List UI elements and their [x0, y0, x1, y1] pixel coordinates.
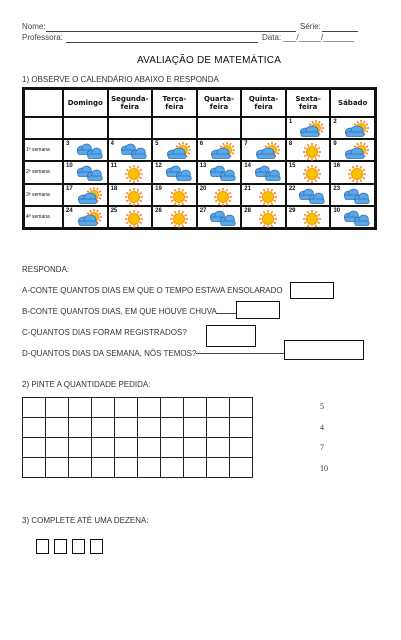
paint-grid-cell[interactable] — [23, 418, 46, 438]
answer-b-line — [216, 313, 236, 314]
calendar-day-cell — [287, 185, 330, 205]
paint-grid-cell[interactable] — [230, 418, 253, 438]
calendar-day-cell — [64, 207, 107, 227]
calendar-day-cell — [109, 140, 152, 160]
calendar-day-number: 22 — [288, 185, 296, 192]
calendar-day-cell — [331, 140, 374, 160]
paint-grid-cell[interactable] — [92, 398, 115, 418]
question-c: C-QUANTOS DIAS FORAM REGISTRADOS? — [22, 328, 187, 337]
paint-grid-cell[interactable] — [161, 398, 184, 418]
calendar-day-number: 17 — [66, 185, 73, 192]
paint-grid-row — [23, 398, 253, 418]
paint-grid-cell[interactable] — [230, 438, 253, 458]
calendar-day-cell — [198, 140, 241, 160]
calendar-day-number: 21 — [244, 185, 251, 192]
calendar-day-number: 15 — [288, 163, 296, 170]
calendar-day-number: 29 — [288, 207, 296, 214]
paint-grid-cell[interactable] — [115, 398, 138, 418]
sun-icon — [253, 209, 283, 229]
sun-icon — [297, 142, 327, 162]
calendar-day-cell — [198, 207, 241, 227]
serie-field[interactable] — [322, 31, 358, 32]
calendar-day-cell — [153, 185, 196, 205]
data-label: Data: — [262, 33, 282, 42]
calendar-day-cell — [242, 185, 285, 205]
paint-grid-cell[interactable] — [138, 398, 161, 418]
calendar-day-header: Sexta-feira — [287, 90, 330, 116]
calendar-day-number: 23 — [333, 185, 341, 192]
responda-label: RESPONDA: — [22, 265, 70, 274]
professora-field[interactable] — [66, 42, 258, 43]
paint-grid-cell[interactable] — [69, 398, 92, 418]
sun-icon — [164, 209, 194, 229]
answer-b-box[interactable] — [236, 301, 280, 319]
paint-grid-cell[interactable] — [69, 458, 92, 478]
cloudy-icon — [208, 209, 238, 229]
partly-sunny-icon — [208, 142, 238, 162]
calendar-day-cell — [242, 162, 285, 182]
calendar-day-number: 7 — [244, 141, 248, 148]
calendar-day-cell — [64, 162, 107, 182]
calendar-day-number: 30 — [333, 207, 341, 214]
partly-sunny-icon — [75, 209, 105, 229]
calendar-day-cell — [109, 185, 152, 205]
paint-grid-cell[interactable] — [207, 398, 230, 418]
calendar-day-cell — [242, 207, 285, 227]
calendar-day-cell — [198, 185, 241, 205]
calendar-day-cell — [198, 162, 241, 182]
paint-grid-cell[interactable] — [46, 458, 69, 478]
calendar-day-number: 19 — [155, 185, 162, 192]
calendar-day-header: Segunda-feira — [109, 90, 152, 116]
calendar-day-cell — [153, 162, 196, 182]
calendar-day-number: 9 — [333, 141, 337, 148]
calendar-grid — [25, 90, 374, 227]
calendar-day-cell — [153, 207, 196, 227]
serie-label: Série: — [300, 22, 321, 31]
calendar-day-cell — [287, 140, 330, 160]
calendar-day-header: Sábado — [331, 90, 374, 116]
paint-grid-cell[interactable] — [92, 438, 115, 458]
calendar-day-cell — [242, 118, 285, 138]
paint-grid-cell[interactable] — [115, 458, 138, 478]
nome-field[interactable] — [46, 31, 296, 32]
paint-grid — [22, 397, 253, 478]
partly-sunny-icon — [75, 187, 105, 207]
calendar-week-label — [25, 118, 62, 138]
paint-grid-row — [23, 458, 253, 478]
paint-grid-cell[interactable] — [46, 398, 69, 418]
cloudy-icon — [119, 142, 149, 162]
cloudy-icon — [342, 187, 372, 207]
calendar-day-number: 11 — [110, 163, 117, 170]
calendar-day-cell — [287, 207, 330, 227]
sun-icon — [297, 164, 327, 184]
dezena-box-1[interactable] — [36, 539, 49, 554]
page-title: AVALIAÇÃO DE MATEMÁTICA — [137, 55, 282, 66]
calendar-day-cell — [153, 118, 196, 138]
paint-grid-cell[interactable] — [230, 398, 253, 418]
paint-grid-row — [23, 418, 253, 438]
calendar-day-cell — [64, 140, 107, 160]
paint-grid-cell[interactable] — [138, 458, 161, 478]
paint-grid-cell[interactable] — [69, 438, 92, 458]
calendar-day-number: 14 — [244, 163, 251, 170]
paint-grid-cell[interactable] — [69, 418, 92, 438]
answer-c-box[interactable] — [206, 325, 256, 347]
answer-a-box[interactable] — [290, 282, 334, 299]
cloudy-icon — [342, 209, 372, 229]
quantity-5: 5 — [320, 402, 324, 411]
paint-grid-cell[interactable] — [184, 438, 207, 458]
calendar-day-number: 28 — [244, 207, 251, 214]
calendar-day-cell — [331, 118, 374, 138]
calendar-day-number: 1 — [288, 119, 293, 125]
paint-grid-cell[interactable] — [161, 418, 184, 438]
paint-grid-cell[interactable] — [207, 418, 230, 438]
q2-prompt: 2) PINTE A QUANTIDADE PEDIDA: — [22, 380, 151, 389]
sun-icon — [297, 209, 327, 229]
paint-grid-cell[interactable] — [138, 418, 161, 438]
calendar-day-number: 3 — [66, 141, 70, 148]
calendar-day-number: 4 — [110, 141, 114, 148]
professora-label: Professora: — [22, 33, 63, 42]
cloudy-icon — [75, 142, 105, 162]
calendar-day-cell — [331, 207, 374, 227]
paint-grid-cell[interactable] — [207, 438, 230, 458]
calendar-day-header: Terça-feira — [153, 90, 196, 116]
cloudy-icon — [253, 164, 283, 184]
calendar-day-cell — [109, 162, 152, 182]
weather-calendar — [22, 87, 377, 230]
paint-grid-cell[interactable] — [92, 418, 115, 438]
paint-grid-cell[interactable] — [184, 418, 207, 438]
calendar-day-number: 26 — [155, 207, 162, 214]
calendar-day-cell — [198, 118, 241, 138]
calendar-day-number: 18 — [110, 185, 118, 192]
calendar-week-label: 3ª semana — [25, 185, 62, 205]
calendar-day-number: 24 — [66, 207, 73, 214]
q1-prompt: 1) OBSERVE O CALENDÁRIO ABAIXO E RESPONDA — [22, 75, 219, 84]
calendar-corner — [25, 90, 62, 116]
calendar-day-cell — [64, 185, 107, 205]
calendar-day-cell — [64, 118, 107, 138]
calendar-day-number: 20 — [199, 185, 207, 192]
calendar-day-cell — [109, 207, 152, 227]
calendar-day-number: 13 — [199, 163, 207, 170]
cloudy-icon — [164, 164, 194, 184]
sun-icon — [119, 187, 149, 207]
paint-grid-cell[interactable] — [161, 438, 184, 458]
sun-icon — [119, 164, 149, 184]
answer-d-line — [196, 353, 284, 354]
paint-grid-cell[interactable] — [161, 458, 184, 478]
paint-grid-cell[interactable] — [23, 398, 46, 418]
dezena-box-4[interactable] — [90, 539, 103, 554]
sun-icon — [119, 209, 149, 229]
calendar-week-label: 1ª semana — [25, 140, 62, 160]
sun-icon — [253, 187, 283, 207]
calendar-day-number: 25 — [110, 207, 118, 214]
cloudy-icon — [297, 187, 327, 207]
question-b: B-CONTE QUANTOS DIAS, EM QUE HOUVE CHUVA — [22, 307, 217, 316]
calendar-day-header: Quinta-feira — [242, 90, 285, 116]
calendar-day-number: 6 — [199, 141, 204, 148]
calendar-day-number: 16 — [333, 163, 341, 170]
calendar-day-number: 27 — [199, 207, 207, 214]
paint-grid-cell[interactable] — [92, 458, 115, 478]
calendar-week-label: 4ª semana — [25, 207, 62, 227]
quantity-7: 7 — [320, 443, 324, 452]
nome-label: Nome: — [22, 22, 46, 31]
quantity-10: 10 — [320, 464, 328, 473]
dezena-box-3[interactable] — [72, 539, 85, 554]
calendar-week-label: 2ª semana — [25, 162, 62, 182]
calendar-day-number: 8 — [288, 141, 293, 148]
calendar-day-cell — [331, 162, 374, 182]
sun-icon — [342, 164, 372, 184]
calendar-day-header: Domingo — [64, 90, 107, 116]
paint-grid-cell[interactable] — [115, 438, 138, 458]
calendar-day-cell — [331, 185, 374, 205]
cloudy-icon — [75, 164, 105, 184]
sun-icon — [164, 187, 194, 207]
partly-sunny-icon — [342, 142, 372, 162]
paint-grid-cell[interactable] — [138, 438, 161, 458]
paint-grid-cell[interactable] — [184, 458, 207, 478]
calendar-day-cell — [153, 140, 196, 160]
question-a: A-CONTE QUANTOS DIAS EM QUE O TEMPO ESTAVA ENSOLARADO — [22, 286, 283, 295]
quantity-4: 4 — [320, 423, 324, 432]
partly-sunny-icon — [297, 120, 327, 140]
calendar-day-number: 2 — [333, 119, 337, 125]
calendar-day-cell — [287, 162, 330, 182]
calendar-day-number: 12 — [155, 163, 162, 170]
paint-grid-cell[interactable] — [23, 458, 46, 478]
paint-grid-cell[interactable] — [230, 458, 253, 478]
partly-sunny-icon — [342, 120, 372, 140]
calendar-day-cell — [109, 118, 152, 138]
sun-icon — [208, 187, 238, 207]
calendar-day-cell — [242, 140, 285, 160]
paint-grid-cell[interactable] — [23, 438, 46, 458]
cloudy-icon — [208, 164, 238, 184]
partly-sunny-icon — [164, 142, 194, 162]
calendar-day-number: 10 — [66, 163, 73, 170]
question-d: D-QUANTOS DIAS DA SEMANA, NÓS TEMOS? — [22, 349, 197, 358]
calendar-day-number: 5 — [155, 141, 159, 148]
paint-grid-row — [23, 438, 253, 458]
paint-grid-cell[interactable] — [184, 398, 207, 418]
paint-grid-cell[interactable] — [46, 418, 69, 438]
data-field[interactable]: ___/_____/_______ — [283, 33, 355, 42]
partly-sunny-icon — [253, 142, 283, 162]
paint-grid-cell[interactable] — [115, 418, 138, 438]
dezena-box-2[interactable] — [54, 539, 67, 554]
q3-prompt: 3) COMPLETE ATÉ UMA DEZENA: — [22, 516, 149, 525]
calendar-day-cell — [287, 118, 330, 138]
answer-d-box[interactable] — [284, 340, 364, 360]
paint-grid-cell[interactable] — [46, 438, 69, 458]
paint-grid-cell[interactable] — [207, 458, 230, 478]
calendar-day-header: Quarta-feira — [198, 90, 241, 116]
